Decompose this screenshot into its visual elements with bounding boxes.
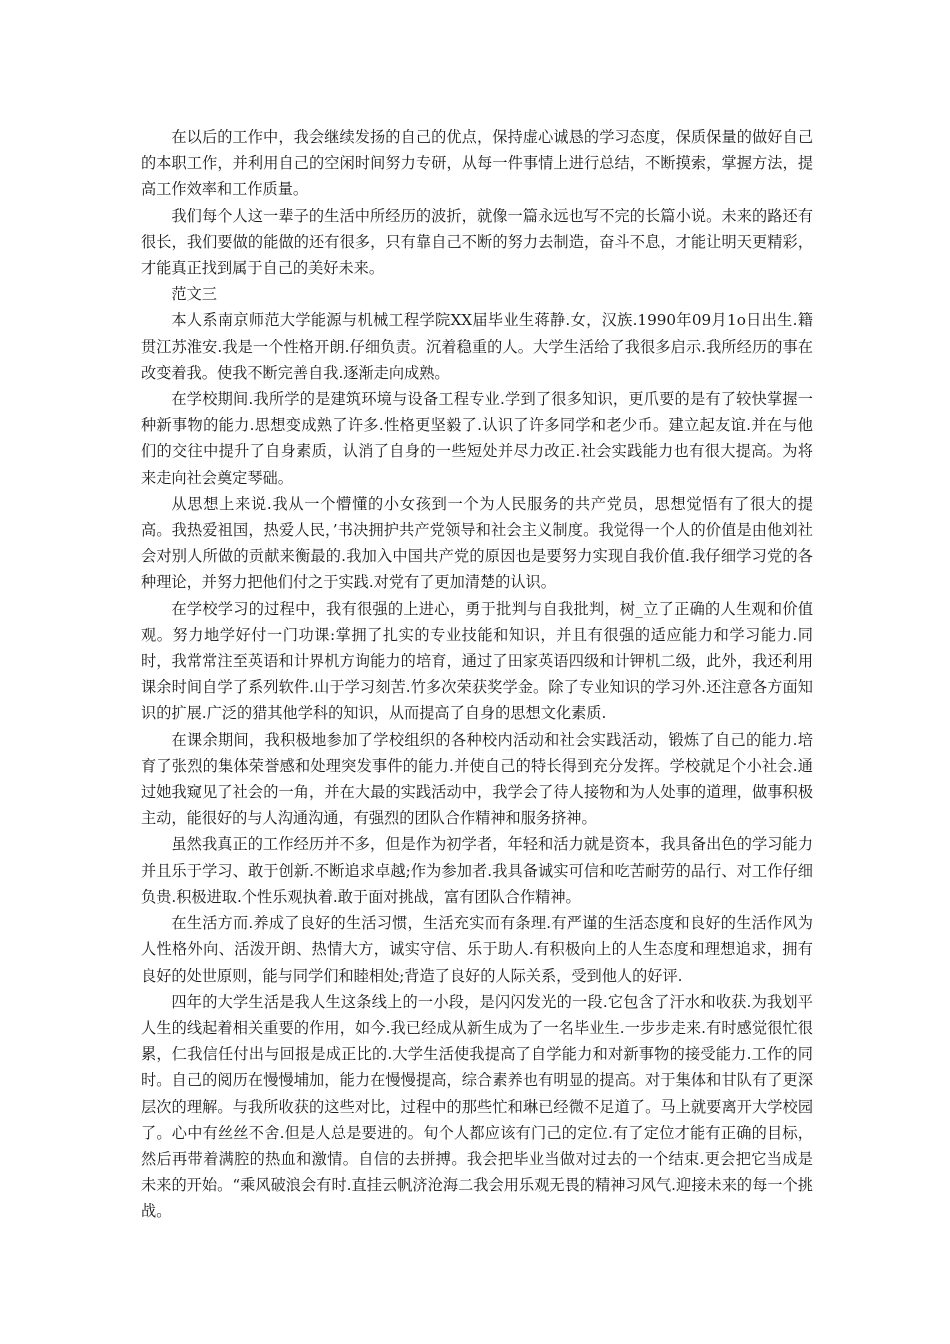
document-body [141, 124, 813, 1225]
paragraph-work-attitude: 在以后的工作中，我会继续发扬的自己的优点，保持虚心诚恳的学习态度，保质保量的做好自己的本职工作，并利用自己的空闲时间努力专研，从每一件事情上进行总结，不断摸索，掌握方法，提高工作效率和工作质量。 [141, 128, 813, 199]
paragraph-daily-life: 在生活方而.养成了良好的生活习惯，生活充实而有条理.有严谨的生活态度和良好的生活作风为人性格外向、活泼开朗、热情大方，诚实守信、乐于助人.有积极向上的人生态度和理想追求，拥有良好的处世原则，能与同学们和睦相处;背造了良好的人际关系，受到他人的好评. [141, 914, 813, 985]
paragraph-school-period: 在学校期间.我所学的是建筑环境与设备工程专业.学到了很多知识，更爪要的是有了较快掌握一种新事物的能力.思想变成熟了许多.性格更坚毅了.认识了许多同学和老少币。建立起友谊.并在与他们的交往中提升了自身素质，认消了自身的一些短处并尽力改正.社会实践能力也有很大提高。为将来走向社会奠定琴础。 [141, 390, 813, 487]
paragraph-work-experience: 虽然我真正的工作经历并不多，但是作为初学者，年轻和活力就是资本，我具备出色的学习能力并且乐于学习、敢于创新.不断追求卓越;作为参加者.我具备诚实可信和吃苦耐劳的品行、对工作仔细负贵.积极进取.个性乐观执着.敢于面对挑战，富有团队合作精神。 [141, 835, 813, 906]
paragraph-ideology: 从思想上来说.我从一个懵懂的小女孩到一个为人民服务的共产党员，思想觉悟有了很大的提高。我热爱祖国，热爱人民，’书决拥护共产党领导和社会主义制度。我觉得一个人的价值是由他刘社会对别人所做的贡献来衡最的.我加入中国共产党的原因也是要努力实现自我价值.我仔细学习党的各种理论，并努力把他们付之于实践.对党有了更加清楚的认识。 [141, 494, 813, 592]
section-heading: 范文三 [171, 285, 217, 304]
paragraph-self-introduction: 本人系南京师范大学能源与机械工程学院XX届毕业生蒋静.女，汉族.1990年09月1o日出生.籍贯江苏淮安.我是一个性格开朗.仔细负责。沉着稳重的人。大学生活给了我很多启示.我所经历的事在改变着我。使我不断完善自我.逐渐走向成熟。 [141, 311, 813, 382]
paragraph-extracurricular: 在课余期间，我积极地参加了学校组织的各种校内活动和社会实践活动，锻炼了自己的能力.培育了张烈的集体荣誉感和处理突发事件的能力.并使自己的特长得到充分发挥。学校就足个小社会.通过她我窥见了社会的一角，并在大最的实践活动中，我学会了待人接物和为人处事的道理，做事积极主动，能很好的与人沟通沟通，有强烈的团队合作精神和服务挤神。 [141, 730, 813, 828]
paragraph-study-process: 在学校学习的过程中，我有很强的上进心，勇于批判与自我批判，树_立了正确的人生观和价值观。努力地学好付一门功课:掌拥了扎实的专业技能和知识，并且有很强的适应能力和学习能力.同时，我常常注至英语和计界机方询能力的培育，通过了田家英语四级和计钾机二级，此外，我还利用课余时间自学了系列软件.山于学习刻苦.竹多次荣获奖学金。除了专业知识的学习外.还注意各方面知识的扩展.广泛的猎其他学科的知识，从而提高了自身的思想文化素质. [141, 599, 813, 723]
paragraph-life-journey: 我们每个人这一辈子的生活中所经历的波折，就像一篇永远也写不完的长篇小说。未来的路还有很长，我们要做的能做的还有很多，只有靠自己不断的努力去制造，奋斗不息，才能让明天更精彩，才能真正找到属于自己的美好未来。 [141, 206, 813, 278]
paragraph-four-years: 四年的大学生活是我人生这条线上的一小段，是闪闪发光的一段.它包含了汗水和收获.为我划平人生的线起着相关重要的作用，如今.我已经成从新生成为了一名毕业生.一步步走来.有时感觉很忙很累，仁我信任付出与回报是成正比的.大学生活使我提高了自学能力和对新事物的接受能力.工作的同时。自己的阅历在慢慢埔加，能力在慢慢提高，综合素养也有明显的提高。对于集体和甘队有了更深层次的理解。与我所收获的这些对比，过程中的那些忙和琳已经微不足道了。马上就要离开大学校园了。心中有丝丝不舍.但是人总是要进的。旬个人都应该有门己的定位.有了定位才能有正确的目标，然后再带着满腔的热血和激情。自信的去拼搏。我会把毕业当做对过去的一个结束.更会把它当成是未来的开始。“乘风破浪会有时.直挂云帆济沧海二我会用乐观无畏的精神习风气.迎接未来的每一个挑战。 [141, 992, 813, 1221]
